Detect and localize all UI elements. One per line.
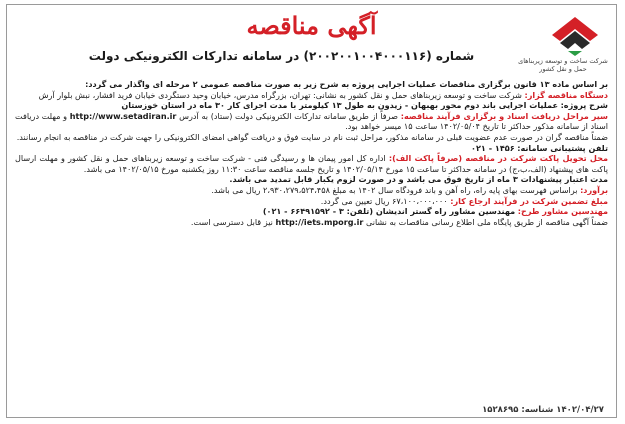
delivery-text: اداره کل امور پیمان ها و رسیدگی فنی - شرکت ساخت و توسعه زیربناهای حمل و نقل کشور و مهلت ارسال پاکت های پیشنهاد (الف،ب،ج) در سامانه حداکثر تا ساعت ۱۵ مورخ ۱۴۰۲/۰۵/۱۴ و تاریخ جلسه مناقصه ساعت ۱۱:۳۰ روز یکشنبه مورخ ۱۴۰۲/۰۵/۱۵ می باشد. bbox=[15, 153, 608, 174]
process-text: صرفاً از طریق سامانه تدارکات الکترونیکی دولت (ستاد) به آدرس bbox=[179, 110, 399, 121]
guarantee-label: مبلغ تضمین شرکت در فرآیند ارجاع کار: bbox=[450, 195, 608, 206]
phone-paragraph bbox=[15, 143, 608, 154]
process-label: سیر مراحل دریافت اسناد و برگزاری فرآیند مناقصه: bbox=[400, 110, 609, 121]
consultant-label: مهندسین مشاور طرح: bbox=[517, 206, 608, 217]
employer-paragraph bbox=[15, 90, 608, 101]
notice-body bbox=[15, 79, 608, 227]
consultant-paragraph bbox=[15, 206, 608, 217]
final-note-paragraph bbox=[15, 217, 608, 228]
guarantee-paragraph bbox=[15, 196, 608, 207]
final-note-text: ضمناً آگهی مناقصه از طریق پایگاه ملی اطلاع رسانی مناقصات به نشانی bbox=[365, 216, 608, 227]
setad-link[interactable]: http://www.setadiran.ir bbox=[69, 110, 177, 121]
delivery-label: محل تحویل پاکت شرکت در مناقصه (صرفاً پاکت الف): bbox=[388, 153, 609, 164]
consultant-text: مهندسین مشاور راه گستر اندیشان (تلفن: ۳ - ۶۶۴۹۱۵۹۲ - ۰۲۱) bbox=[262, 206, 516, 217]
registration-note: ضمناً مناقصه گران در صورت عدم عضویت قبلی در سامانه مذکور، مراحل ثبت نام در سایت فوق و دریافت گواهی امضای الکترونیکی را جهت شرکت در مناقصه به انجام رسانند. bbox=[16, 131, 608, 142]
phone-value: ۱۴۵۶ - ۰۲۱ bbox=[471, 142, 515, 153]
intro-paragraph: بر اساس ماده ۱۳ قانون برگزاری مناقصات عملیات اجرایی پروژه به شرح زیر به صورت مناقصه عمومی ۲ مرحله ای واگذار می گردد: bbox=[85, 79, 608, 89]
organization-name: شرکت ساخت و توسعه زیربناهای حمل و نقل کشور bbox=[518, 57, 608, 73]
notice-id-footer: ۱۴۰۲/۰۴/۲۷ شناسه: ۱۵۲۸۶۹۵ bbox=[482, 405, 604, 415]
process-paragraph bbox=[15, 111, 608, 132]
project-paragraph bbox=[15, 100, 608, 111]
notice-title: آگهی مناقصه bbox=[246, 11, 377, 40]
estimate-label: برآورد: bbox=[580, 184, 608, 195]
tender-notice-frame bbox=[6, 4, 617, 418]
process-deadline-text: و مهلت دریافت اسناد از سامانه مذکور حداکثر تا تاریخ ۱۴۰۲/۰۵/۰۴ ساعت ۱۵ میسر خواهد بود. bbox=[15, 110, 608, 132]
project-text: عملیات اجرایی باند دوم محور بهبهان - زیدون به طول ۱۳ کیلومتر با مدت اجرای کار ۳۰ ماه در استان خوزستان bbox=[121, 100, 558, 111]
phone-label: تلفن پشتیبانی سامانه: bbox=[517, 142, 608, 153]
employer-text: شرکت ساخت و توسعه زیربناهای حمل و نقل کشور به نشانی: تهران، بزرگراه مدرس، خیابان وحید دستگردی خیابان فرید افشار، نبش بلوار آرش bbox=[38, 89, 522, 100]
iets-link[interactable]: http://iets.mporg.ir bbox=[275, 216, 364, 227]
estimate-paragraph bbox=[15, 185, 608, 196]
employer-label: دستگاه مناقصه گزار: bbox=[524, 89, 608, 100]
project-label: شرح پروژه: bbox=[560, 100, 608, 111]
tender-number-subtitle: شماره (۲۰۰۲۰۰۱۰۰۴۰۰۰۱۱۶) در سامانه تدارکات الکترونیکی دولت bbox=[88, 49, 475, 63]
validity-paragraph: مدت اعتبار پیشنهادات ۳ ماه از تاریخ فوق می باشد و در صورت لزوم یکبار قابل تمدید می باشد. bbox=[229, 174, 608, 185]
delivery-paragraph bbox=[15, 153, 608, 174]
final-note-text2: نیز قابل دسترسی است. bbox=[190, 216, 273, 227]
guarantee-text: ۶۷،۱۰۰،۰۰۰،۰۰۰ ریال تعیین می گردد. bbox=[320, 195, 448, 206]
estimate-text: براساس فهرست بهای پایه راه، راه آهن و باند فرودگاه سال ۱۴۰۲ به مبلغ ۲،۹۳۰،۲۷۹،۵۲۴،۴۵۸ ریال می باشد. bbox=[211, 184, 578, 195]
